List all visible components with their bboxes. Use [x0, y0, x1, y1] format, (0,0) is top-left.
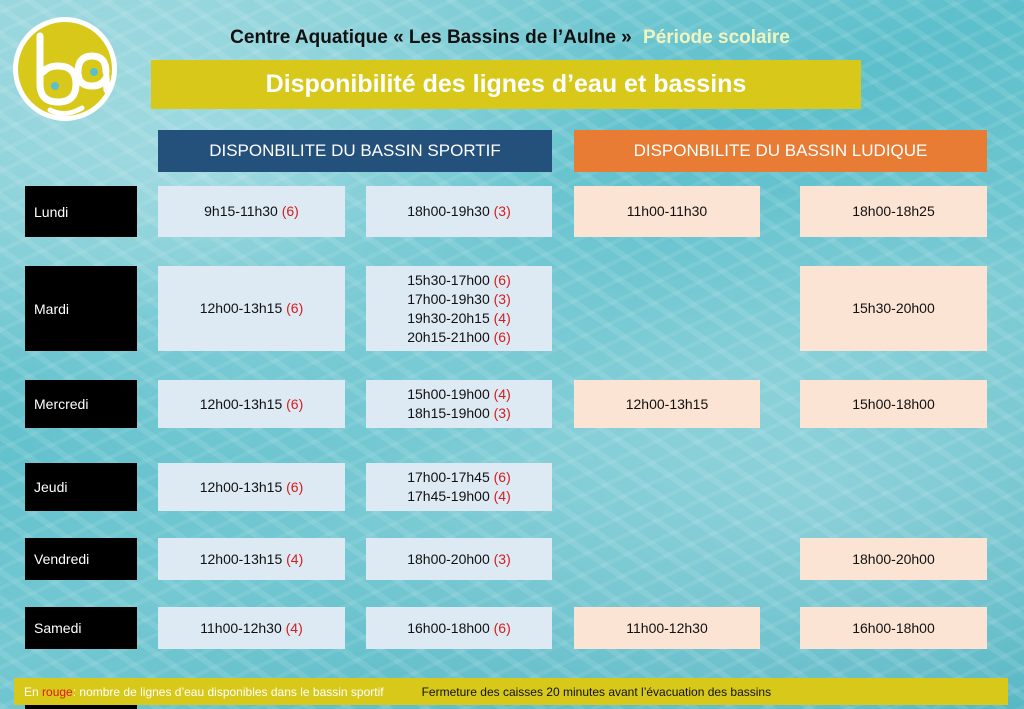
ludic-slot-vendredi-2: 18h00-20h00	[800, 538, 987, 580]
ludic-slot-samedi-1: 11h00-12h30	[574, 607, 760, 649]
sport-pool-header: DISPONBILITE DU BASSIN SPORTIF	[158, 130, 552, 172]
ludic-slot-lundi-1: 11h00-11h30	[574, 186, 760, 237]
footer-legend	[14, 678, 1008, 705]
ludic-slot-mercredi-2: 15h00-18h00	[800, 380, 987, 428]
sport-slot-jeudi-2	[366, 463, 552, 511]
slot-line: 17h45-19h00 (4)	[407, 488, 511, 504]
sport-slot-mercredi-1	[158, 380, 345, 428]
slot-line: 17h00-19h30 (3)	[407, 290, 511, 307]
ludic-pool-header: DISPONBILITE DU BASSIN LUDIQUE	[574, 130, 987, 172]
title-banner: Disponibilité des lignes d’eau et bassins	[151, 60, 861, 109]
ludic-slot-mardi-2: 15h30-20h00	[800, 266, 987, 351]
slot-line: 12h00-13h15 (6)	[199, 395, 304, 412]
slot-line: 12h00-13h15 (4)	[199, 550, 304, 567]
page-title: Centre Aquatique « Les Bassins de l’Aulne »	[230, 27, 632, 48]
legend-prefix: En	[24, 684, 39, 699]
slot-line: 9h15-11h30 (6)	[204, 203, 299, 219]
ba-logo	[10, 14, 120, 122]
slot-line: 11h00-12h30 (4)	[200, 619, 303, 636]
day-label-samedi: Samedi	[25, 607, 137, 649]
slot-line: 18h00-20h00 (3)	[407, 550, 511, 567]
closing-notice: Fermeture des caisses 20 minutes avant l’évacuation des bassins	[421, 684, 772, 699]
slot-line: 12h00-13h15 (6)	[199, 300, 304, 316]
slot-line: 15h00-19h00 (4)	[407, 386, 511, 402]
sport-slot-samedi-1	[158, 607, 345, 649]
page-header	[160, 24, 860, 52]
sport-slot-vendredi-2	[366, 538, 552, 580]
slot-line: 18h00-19h30 (3)	[407, 203, 511, 219]
day-label-mardi: Mardi	[25, 266, 137, 351]
sport-slot-jeudi-1	[158, 463, 345, 511]
slot-line: 19h30-20h15 (4)	[407, 309, 511, 326]
day-label-vendredi: Vendredi	[25, 538, 137, 580]
slot-line: 12h00-13h15 (6)	[199, 478, 304, 495]
sport-slot-vendredi-1	[158, 538, 345, 580]
slot-line: 16h00-18h00 (6)	[407, 619, 511, 636]
slot-line: 18h15-19h00 (3)	[407, 405, 511, 421]
day-label-lundi: Lundi	[25, 186, 137, 237]
period-label: Période scolaire	[643, 27, 790, 48]
slot-line: 17h00-17h45 (6)	[407, 469, 511, 485]
sport-slot-lundi-1	[158, 186, 345, 237]
ludic-slot-samedi-2: 16h00-18h00	[800, 607, 987, 649]
day-label-mercredi: Mercredi	[25, 380, 137, 428]
slot-line: 15h30-17h00 (6)	[407, 271, 511, 288]
sport-slot-mercredi-2	[366, 380, 552, 428]
sport-slot-mardi-1	[158, 266, 345, 351]
sport-slot-lundi-2	[366, 186, 552, 237]
ludic-slot-lundi-2: 18h00-18h25	[800, 186, 987, 237]
day-label-jeudi: Jeudi	[25, 463, 137, 511]
sport-slot-samedi-2	[366, 607, 552, 649]
ludic-slot-mercredi-1: 12h00-13h15	[574, 380, 760, 428]
slot-line: 20h15-21h00 (6)	[407, 328, 511, 345]
legend-red-word: rouge	[42, 684, 73, 699]
sport-slot-mardi-2	[366, 266, 552, 351]
legend-text: : nombre de lignes d’eau disponibles dans le bassin sportif	[72, 684, 384, 699]
